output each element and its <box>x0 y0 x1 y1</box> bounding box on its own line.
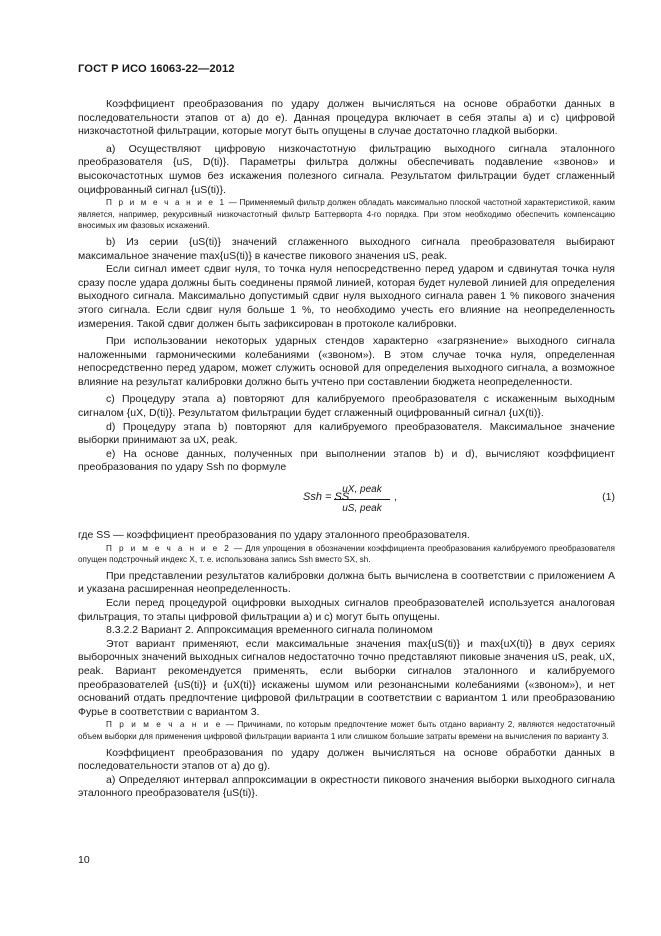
paragraph: где SS — коэффициент преобразования по удару эталонного преобразователя. <box>78 529 470 542</box>
note <box>78 543 615 566</box>
fraction-bar <box>334 499 390 500</box>
page-number: 10 <box>78 854 90 866</box>
formula-denominator: uS, peak <box>342 502 382 514</box>
formula-tail: , <box>394 491 397 504</box>
note-label: П р и м е ч а н и е 1 <box>106 198 227 208</box>
formula-lhs: Ssh = SS <box>303 491 350 504</box>
document-header: ГОСТ Р ИСО 16063-22—2012 <box>78 63 235 75</box>
paragraph: Коэффициент преобразования по удару должен вычисляться на основе обработки данных в последовательности этапов от а) до е). Данная процедура включает в себя этапы а) и с) цифровой низкочастотной фильтрации, которые могут быть опущены в случае достаточно гладкой выборки. <box>78 98 615 138</box>
note <box>78 197 615 232</box>
note-text: — Для упрощения в обозначении коэффициента преобразования калибруемого преобразователя опущен подстрочный индекс X, т. е. использована запись Ssh вместо SX, sh. <box>78 543 615 565</box>
note-label: П р и м е ч а н и е <box>106 720 223 730</box>
paragraph: При использовании некоторых ударных стендов характерно «загрязнение» выходного сигнала наложенными гармоническими колебаниями («звоном»). В этом случае точка нуля, определенная непосредственно перед ударом, может служить основой для определения выходного сигнала, а возможное влияние на результат калибровки должно быть учтено при составлении бюджета неопределенности. <box>78 335 615 388</box>
formula-numerator: uX, peak <box>342 484 382 496</box>
note <box>78 719 615 742</box>
paragraph: е) На основе данных, полученных при выполнении этапов b) и d), вычисляют коэффициент преобразования по удару Ssh по формуле <box>78 447 615 474</box>
paragraph: с) Процедуру этапа а) повторяют для калибруемого преобразователя с искаженным выходным сигналом {uX, D(ti)}. Результатом фильтрации будет сглаженный оцифрованный сигнал {uX(ti)}. <box>78 393 615 420</box>
note-label: П р и м е ч а н и е 2 <box>106 543 231 553</box>
paragraph: а) Определяют интервал аппроксимации в окрестности пикового значения выборки выходного сигнала эталонного преобразователя {uS(ti)}. <box>78 773 615 800</box>
paragraph: При представлении результатов калибровки должна быть вычислена в соответствии с приложением А и указана расширенная неопределенность. <box>78 569 615 596</box>
note-text: — Причинами, по которым предпочтение может быть отдано варианту 2, являются недостаточный объем выборки для применения цифровой фильтрации варианта 1 или слишком большие затраты времени на вычисления по варианту 3. <box>78 720 615 741</box>
paragraph: а) Осуществляют цифровую низкочастотную фильтрацию выходного сигнала эталонного преобразователя {uS, D(ti)}. Параметры фильтра должны обеспечивать подавление «звонов» и высокочастотных шумов без искажения полезного сигнала. Результатом фильтрации будет сглаженный оцифрованный сигнал {uS(ti)}. <box>78 142 615 196</box>
formula-1 <box>78 481 615 527</box>
formula-fraction <box>334 483 390 515</box>
paragraph: b) Из серии {uS(ti)} значений сглаженного выходного сигнала преобразователя выбирают максимальное значение max{uS(ti)} в качестве пикового значения uS, peak. <box>78 235 615 262</box>
paragraph: Если сигнал имеет сдвиг нуля, то точка нуля непосредственно перед ударом и сдвинутая точка нуля сразу после удара должны быть соединены прямой линией, которая будет нулевой линией для определения выходного сигнала. Максимально допустимый сдвиг нуля выходного сигнала равен 1 % пикового значения этого сигнала. Если сдвиг нуля больше 1 %, то необходимо учесть его влияние на неопределенность измерения. Такой сдвиг должен быть зафиксирован в протоколе калибровки. <box>78 263 615 330</box>
paragraph: Коэффициент преобразования по удару должен вычисляться на основе обработки данных в последовательности этапов от а) до g). <box>78 746 615 773</box>
note-text: — Применяемый фильтр должен обладать максимально плоской частотной характеристикой, каким является, например, рекурсивный низкочастотный фильтр Баттерворта 4-го порядка. При этом необходимо обеспечить компенсацию вносимых им фазовых искажений. <box>78 198 615 231</box>
document-body <box>78 98 615 801</box>
formula-number: (1) <box>602 491 615 504</box>
paragraph: Если перед процедурой оцифровки выходных сигналов преобразователей используется аналоговая фильтрация, то этапы цифровой фильтрации а) и с) могут быть опущены. <box>78 597 615 623</box>
paragraph: d) Процедуру этапа b) повторяют для калибруемого преобразователя. Максимальное значение выборки принимают за uX, peak. <box>78 420 615 447</box>
section-heading: 8.3.2.2 Вариант 2. Аппроксимация временного сигнала полиномом <box>106 624 433 637</box>
paragraph: Этот вариант применяют, если максимальные значения max{uS(ti)} и max{uX(ti)} в двух сериях выборочных значений выходных сигналов недостаточно точно представляют пиковые значения uS, peak, uX, peak. Вариант рекомендуется применять, если выборки сигналов эталонного и калибруемого преобразователей {uS(ti)} и {uX(ti)} искажены шумом или резонансными колебаниями («звоном»), и нет оснований отдать предпочтение цифровой фильтрации в соответствии с вариантом 1 или преобразованию Фурье в соответствии с вариантом 3. <box>78 637 615 718</box>
